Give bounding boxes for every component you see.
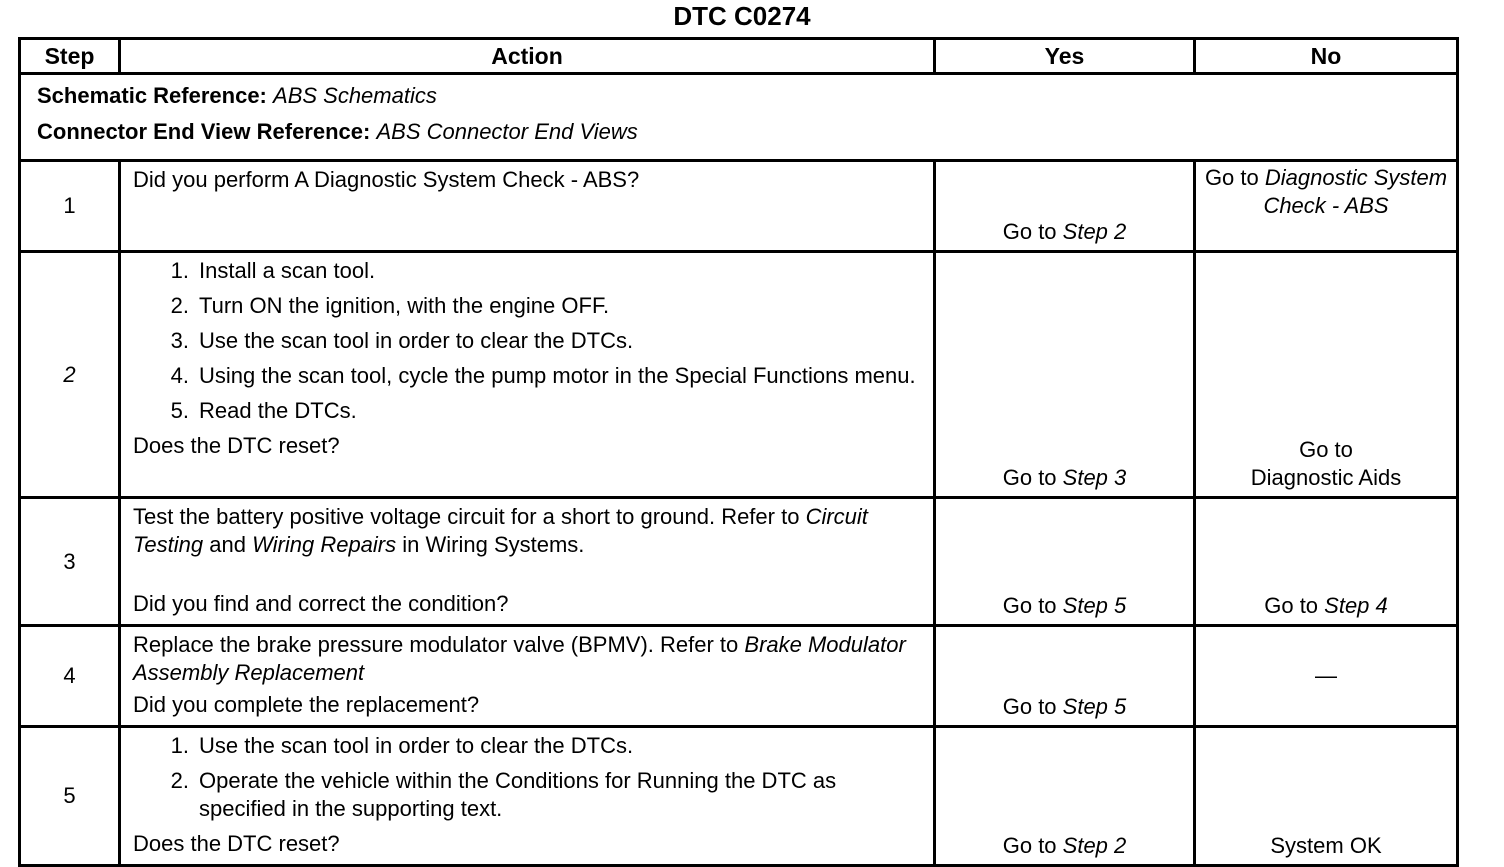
diagnostic-table [18, 37, 1459, 867]
list-text: Use the scan tool in order to clear the DTCs. [199, 733, 634, 758]
yes-link[interactable]: Step 2 [1062, 833, 1127, 858]
action-text-part: and [203, 532, 253, 557]
list-text: Operate the vehicle within the Conditions for Running the DTC as specified in the supporting text. [199, 768, 837, 821]
schematic-reference [37, 81, 1440, 117]
yes-link[interactable]: Step 5 [1062, 694, 1127, 719]
schematic-reference-label: Schematic Reference: [37, 83, 267, 108]
yes-cell [935, 626, 1195, 727]
table-row [20, 252, 1458, 498]
table-row [20, 161, 1458, 252]
list-item [133, 257, 921, 285]
table-row [20, 498, 1458, 626]
header-step: Step [20, 39, 120, 74]
no-cell [1195, 626, 1458, 727]
no-prefix: Go to [1204, 165, 1265, 190]
action-cell [120, 727, 935, 866]
list-number: 5. [170, 398, 189, 423]
no-link[interactable]: Step 4 [1324, 593, 1388, 618]
step-number: 2 [20, 252, 120, 498]
action-cell [120, 161, 935, 252]
table-row [20, 626, 1458, 727]
action-text-part: in Wiring Systems. [396, 532, 585, 557]
connector-reference-link[interactable]: ABS Connector End Views [376, 119, 638, 144]
list-item [133, 397, 921, 425]
header-no: No [1195, 39, 1458, 74]
no-outcome [1196, 436, 1456, 492]
list-number: 4. [170, 363, 189, 388]
yes-outcome [936, 693, 1193, 721]
no-cell [1195, 161, 1458, 252]
connector-reference [37, 117, 1440, 153]
list-number: 3. [170, 328, 189, 353]
yes-prefix: Go to [1002, 833, 1063, 858]
no-link[interactable]: Diagnostic System Check - ABS [1263, 165, 1448, 218]
circuit-testing-link[interactable]: Circuit Testing [133, 504, 868, 557]
no-text: Go to [1299, 437, 1353, 462]
yes-prefix: Go to [1002, 219, 1063, 244]
yes-link[interactable]: Step 2 [1062, 219, 1127, 244]
action-cell [120, 252, 935, 498]
action-text-part: Replace the brake pressure modulator valve (BPMV). Refer to [133, 632, 745, 657]
action-question: Did you complete the replacement? [133, 692, 480, 717]
list-number: 2. [170, 293, 189, 318]
header-row [20, 39, 1458, 74]
step-number: 3 [20, 498, 120, 626]
list-item [133, 327, 921, 355]
page-title: DTC C0274 [673, 1, 811, 31]
list-text: Using the scan tool, cycle the pump motor in the Special Functions menu. [199, 363, 916, 388]
action-text [133, 503, 921, 559]
no-outcome: — [1315, 663, 1337, 688]
action-text: Did you perform A Diagnostic System Check - ABS? [133, 167, 640, 192]
yes-cell [935, 161, 1195, 252]
connector-reference-label: Connector End View Reference: [37, 119, 371, 144]
list-item [133, 732, 921, 760]
action-cell [120, 626, 935, 727]
reference-cell [20, 74, 1458, 161]
action-text [133, 631, 921, 687]
yes-outcome [936, 464, 1193, 492]
action-question: Does the DTC reset? [133, 831, 340, 856]
no-cell [1195, 252, 1458, 498]
action-text-part: Test the battery positive voltage circuit for a short to ground. Refer to [133, 504, 806, 529]
table-row [20, 727, 1458, 866]
no-cell [1195, 498, 1458, 626]
header-action: Action [120, 39, 935, 74]
brake-modulator-link[interactable]: Brake Modulator Assembly Replacement [133, 632, 906, 685]
list-item [133, 362, 921, 390]
no-outcome [1196, 162, 1456, 220]
yes-outcome [936, 832, 1193, 860]
action-cell [120, 498, 935, 626]
no-outcome: System OK [1270, 833, 1382, 858]
yes-cell [935, 498, 1195, 626]
yes-link[interactable]: Step 3 [1062, 465, 1127, 490]
step-number: 5 [20, 727, 120, 866]
list-text: Install a scan tool. [199, 258, 376, 283]
step-number: 1 [20, 161, 120, 252]
list-item [133, 767, 921, 823]
yes-prefix: Go to [1002, 593, 1063, 618]
no-link[interactable]: Diagnostic Aids [1250, 465, 1402, 490]
list-number: 2. [170, 768, 189, 793]
yes-prefix: Go to [1002, 694, 1063, 719]
list-text: Turn ON the ignition, with the engine OFF. [199, 293, 610, 318]
reference-row [20, 74, 1458, 161]
action-question: Does the DTC reset? [133, 433, 340, 458]
list-item [133, 292, 921, 320]
action-question: Did you find and correct the condition? [133, 591, 509, 616]
list-number: 1. [170, 733, 189, 758]
header-yes: Yes [935, 39, 1195, 74]
list-number: 1. [170, 258, 189, 283]
no-prefix: Go to [1264, 593, 1325, 618]
wiring-repairs-link[interactable]: Wiring Repairs [252, 532, 397, 557]
action-list [133, 257, 921, 425]
action-list [133, 732, 921, 823]
no-outcome [1196, 592, 1456, 620]
no-cell [1195, 727, 1458, 866]
yes-prefix: Go to [1002, 465, 1063, 490]
schematic-reference-link[interactable]: ABS Schematics [273, 83, 437, 108]
list-text: Read the DTCs. [199, 398, 357, 423]
step-number: 4 [20, 626, 120, 727]
yes-cell [935, 252, 1195, 498]
list-text: Use the scan tool in order to clear the DTCs. [199, 328, 634, 353]
yes-link[interactable]: Step 5 [1062, 593, 1127, 618]
yes-outcome [936, 592, 1193, 620]
yes-cell [935, 727, 1195, 866]
yes-outcome [936, 218, 1193, 246]
